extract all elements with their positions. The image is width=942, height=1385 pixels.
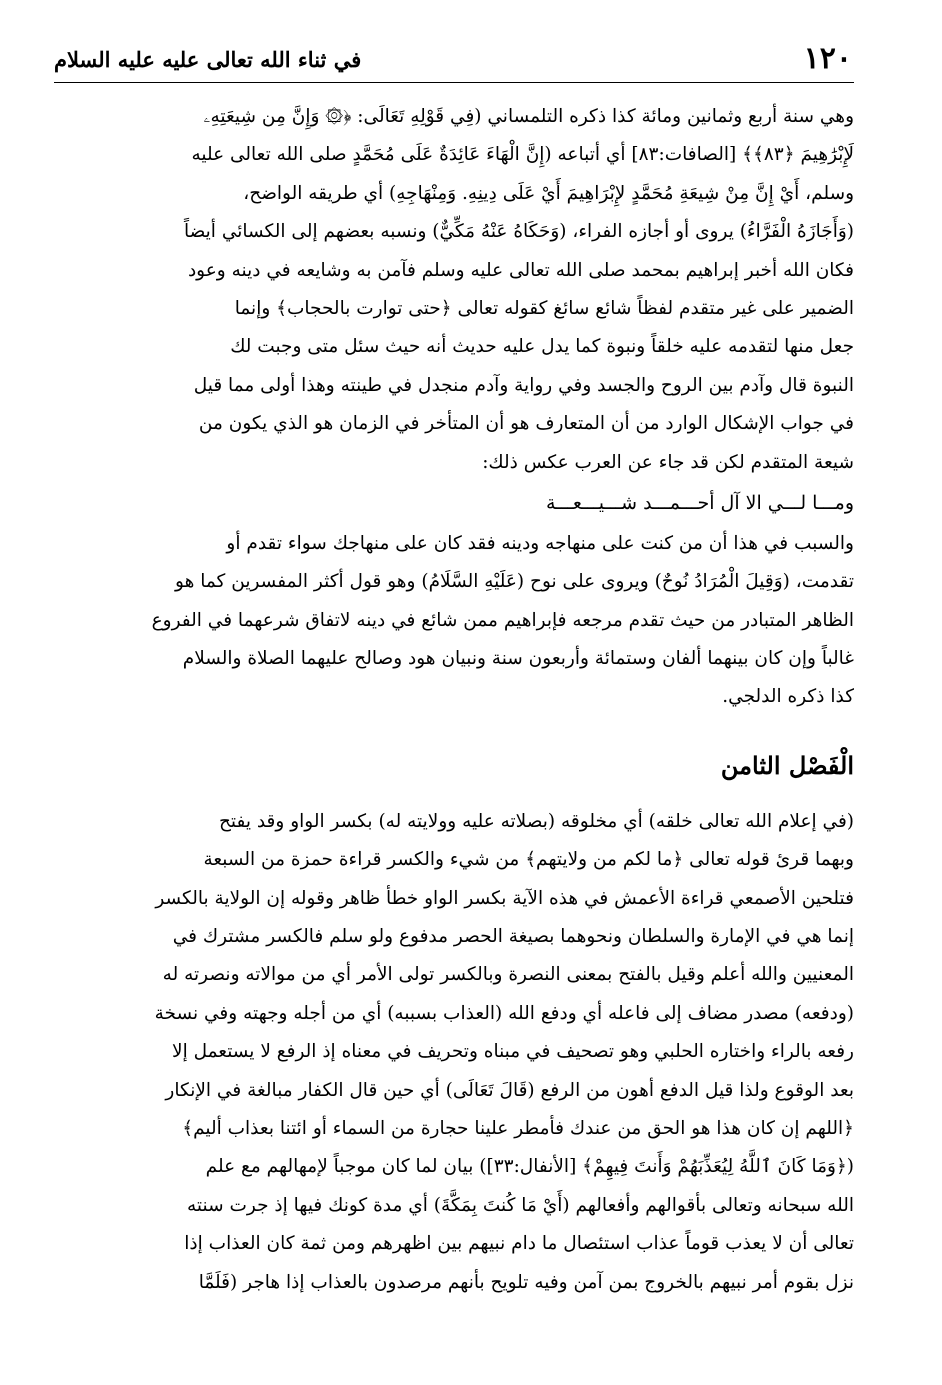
page-header bbox=[54, 30, 852, 74]
text-line: النبوة قال وآدم بين الروح والجسد وفي رواية وآدم منجدل في طينته وهذا أولى مما قيل bbox=[193, 374, 854, 396]
section-title: الْفَصْل الثامن bbox=[720, 750, 854, 780]
text-line: كذا ذكره الدلجي. bbox=[722, 686, 854, 708]
text-line: وسلم، أَيْ إِنَّ مِنْ شِيعَةِ مُحَمَّدٍ لإِبْرَاهِيمَ أَيْ عَلَى دِينِهِ. وَمِنْهَاجِهِ) أي طريقه الواضح، bbox=[243, 182, 854, 204]
text-line: (ودفعه) مصدر مضاف إلى فاعله أي ودفع الله (العذاب بسببه) أي من أجله وجهته وفي نسخة bbox=[154, 1002, 854, 1024]
text-line: فتلحين الأصمعي قراءة الأعمش في هذه الآية بكسر الواو خطأ ظاهر وقوله إن الولاية بالكسر bbox=[155, 887, 854, 909]
text-line: إنما هي في الإمارة والسلطان ونحوهما بصيغة الحصر مدفوع ولو سلم فالكسر مشترك في bbox=[172, 926, 854, 948]
text-line: وبهما قرئ قوله تعالى ﴿ما لكم من ولايتهم﴾ من شيء والكسر قراءة حمزة من السبعة bbox=[203, 849, 854, 871]
text-line: تقدمت، (وَقِيلَ الْمُرَادُ نُوحٌ) ويروى على نوح (عَلَيْهِ السَّلَامُ) وهو قول أكثر المفسرين كما هو bbox=[175, 571, 854, 593]
text-line: لَإِبْرَٰهِيمَ ﴿٨٣﴾﴾ [الصافات:٨٣] أي أتباعه (إِنَّ الْهَاءَ عَائِدَةٌ عَلَى مُحَمَّدٍ صلى الله تعالى عليه bbox=[191, 144, 854, 166]
poetry-verse: ومـــا لـــي الا آل أحـــمـــد شـــيـــعـــة bbox=[545, 491, 854, 514]
text-line: الضمير على غير متقدم لفظاً شائع سائغ كقوله تعالى ﴿حتى توارت بالحجاب﴾ وإنما bbox=[234, 297, 854, 319]
text-line: (﴿وَمَا كَانَ ٱللَّهُ لِيُعَذِّبَهُمْ وَأَنتَ فِيهِمْ﴾ [الأنفال:٣٣]) بيان لما كان موجباً لإمهالهم مع علم bbox=[205, 1156, 854, 1178]
text-line: ﴿اللهم إن كان هذا هو الحق من عندك فأمطر علينا حجارة من السماء أو ائتنا بعذاب أليم﴾ bbox=[182, 1117, 854, 1139]
text-line: فكان الله أخبر إبراهيم بمحمد صلى الله تعالى عليه وسلم فآمن به وشايعه في دينه وعود bbox=[187, 259, 854, 281]
text-line: نزل بقوم أمر نبيهم بالخروج بمن آمن وفيه تلويح بأنهم مرصدون بالعذاب إذا هاجر (فَلَمَّا bbox=[198, 1271, 854, 1293]
text-line: (في إعلام الله تعالى خلقه) أي مخلوقه (بصلاته عليه وولايته له) بكسر الواو وقد يفتح bbox=[218, 810, 854, 832]
header-rule bbox=[54, 82, 854, 83]
text-line: الله سبحانه وتعالى بأقوالهم وأفعالهم (أَيْ مَا كُنتَ بِمَكَّةَ) أي مدة كونك فيها إذ جرت سنته bbox=[186, 1194, 854, 1216]
text-line: جعل منها لتقدمه عليه خلقاً ونبوة كما يدل عليه حديث أنه حيث سئل متى وجبت لك bbox=[230, 336, 854, 358]
body-text bbox=[54, 98, 854, 1302]
page-number: ١٢٠ bbox=[803, 41, 852, 76]
text-line: بعد الوقوع ولذا قيل الدفع أهون من الرفع (قَالَ تَعَالَى) أي حين قال الكفار مبالغة في الإنكار bbox=[165, 1079, 854, 1101]
text-line: رفعه بالراء واختاره الحلبي وهو تصحيف في مبناه وتحريف في معناه إذ الرفع لا يستعمل إلا bbox=[172, 1041, 854, 1063]
text-line: شيعة المتقدم لكن قد جاء عن العرب عكس ذلك: bbox=[482, 451, 854, 473]
text-line: وهي سنة أربع وثمانين ومائة كذا ذكره التلمساني (فِي قَوْلِهِ تَعَالَى: ﴿۞ وَإِنَّ مِن شِيعَتِهِۦ bbox=[203, 106, 854, 127]
running-title: في ثناء الله تعالى عليه عليه السلام bbox=[54, 47, 362, 72]
text-line: والسبب في هذا أن من كنت على منهاجه ودينه فقد كان على منهاجك سواء تقدم أو bbox=[226, 532, 854, 554]
text-line: الظاهر المتبادر من حيث تقدم مرجعه فإبراهيم ممن شائع في دينه لاتفاق شرعهما في الفروع bbox=[151, 609, 854, 631]
text-line: (وَأَجَازَهُ الْفَرَّاءُ) يروى أو أجازه الفراء، (وَحَكَاهُ عَنْهُ مَكِّيٌّ) ونسبه بعضهم إلى الكسائي أيضاً bbox=[183, 221, 854, 243]
text-line: المعنيين والله أعلم وقيل بالفتح بمعنى النصرة وبالكسر تولى الأمر أي من موالاته ونصرته له bbox=[162, 964, 854, 986]
text-line: في جواب الإشكال الوارد من أن المتعارف هو أن المتأخر في الزمان هو الذي يكون من bbox=[198, 413, 854, 435]
text-line: غالباً وإن كان بينهما ألفان وستمائة وأربعون سنة ونبيان هود وصالح عليهما الصلاة والسلام bbox=[182, 648, 854, 670]
text-line: تعالى أن لا يعذب قوماً عذاب استئصال ما دام نبيهم بين اظهرهم ومن ثمة كان العذاب إذا bbox=[184, 1233, 854, 1255]
